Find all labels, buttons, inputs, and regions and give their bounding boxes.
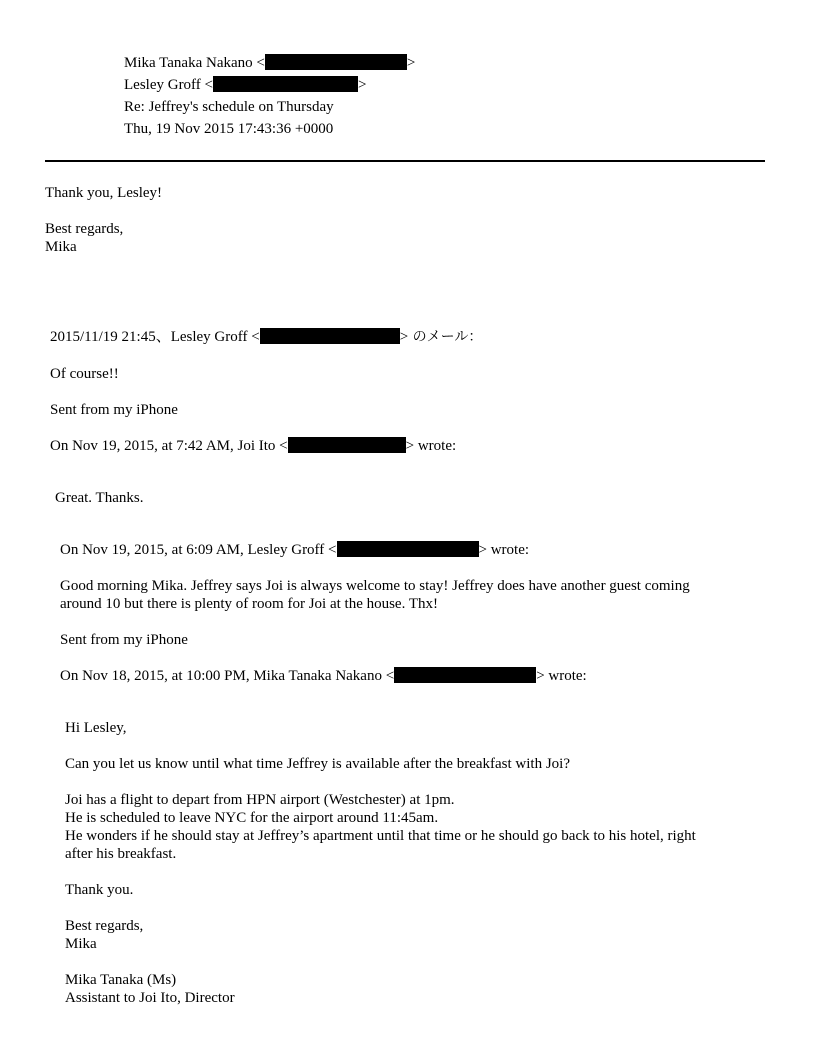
message-good-morning-line1: Good morning Mika. Jeffrey says Joi is always welcome to stay! Jeffrey does have another guest coming: [60, 578, 690, 594]
quote-header-1: [50, 328, 482, 346]
message-great-thanks: Great. Thanks.: [55, 490, 144, 506]
to-value: [124, 76, 366, 94]
message-of-course: Of course!!: [50, 366, 119, 382]
message-flight-line1: Joi has a flight to depart from HPN airport (Westchester) at 1pm.: [65, 792, 455, 808]
redacted-email: [288, 437, 406, 453]
message-flight-line2: He is scheduled to leave NYC for the airport around 11:45am.: [65, 810, 439, 826]
message-question: Can you let us know until what time Jeffrey is available after the breakfast with Joi?: [65, 756, 570, 772]
quote-header-3: [60, 541, 529, 559]
sent-from-iphone-2: Sent from my iPhone: [60, 632, 188, 648]
signature-name: Mika Tanaka (Ms): [65, 972, 177, 988]
header-divider: [45, 160, 765, 162]
quote-header-1-text: 2015/11/19 21:45、Lesley Groff <: [50, 329, 260, 345]
redacted-email: [265, 54, 407, 70]
quote-header-3-suffix: > wrote:: [478, 542, 530, 558]
quote-header-1-bracket: >: [399, 329, 409, 345]
quote-header-3-text: On Nov 19, 2015, at 6:09 AM, Lesley Groff <: [60, 542, 337, 558]
to-name: Lesley Groff <: [124, 77, 213, 93]
quote-header-4-text: On Nov 18, 2015, at 10:00 PM, Mika Tanaka Nakano <: [60, 668, 395, 684]
quote-header-2: [50, 437, 456, 455]
quote-header-4-suffix: > wrote:: [536, 668, 587, 684]
sent-from-iphone-1: Sent from my iPhone: [50, 402, 178, 418]
subject-value: Re: Jeffrey's schedule on Thursday: [124, 99, 334, 115]
quote-header-1-jp: のメール：: [408, 329, 483, 345]
signature-title: Assistant to Joi Ito, Director: [65, 990, 235, 1006]
redacted-email: [337, 541, 479, 557]
quote-header-2-text: On Nov 19, 2015, at 7:42 AM, Joi Ito <: [50, 438, 288, 454]
message-signature: Mika: [65, 936, 97, 952]
message-regards: Best regards,: [65, 918, 144, 934]
reply-thanks: Thank you, Lesley!: [45, 185, 163, 201]
redacted-email: [260, 328, 400, 344]
to-close: >: [358, 77, 367, 93]
date-value: Thu, 19 Nov 2015 17:43:36 +0000: [124, 121, 334, 137]
from-close: >: [406, 55, 416, 71]
redacted-email: [394, 667, 536, 683]
message-greeting: Hi Lesley,: [65, 720, 127, 736]
message-flight-line4: after his breakfast.: [65, 846, 177, 862]
from-name: Mika Tanaka Nakano <: [124, 55, 265, 71]
message-flight-line3: He wonders if he should stay at Jeffrey’s apartment until that time or he should go back to his hotel, right: [65, 828, 696, 844]
redacted-email: [213, 76, 358, 92]
reply-signature: Mika: [45, 239, 77, 255]
from-value: [124, 54, 415, 72]
quote-header-4: [60, 667, 587, 685]
message-good-morning-line2: around 10 but there is plenty of room for Joi at the house. Thx!: [60, 596, 438, 612]
reply-regards: Best regards,: [45, 221, 124, 237]
quote-header-2-suffix: > wrote:: [405, 438, 457, 454]
message-thank-you: Thank you.: [65, 882, 134, 898]
